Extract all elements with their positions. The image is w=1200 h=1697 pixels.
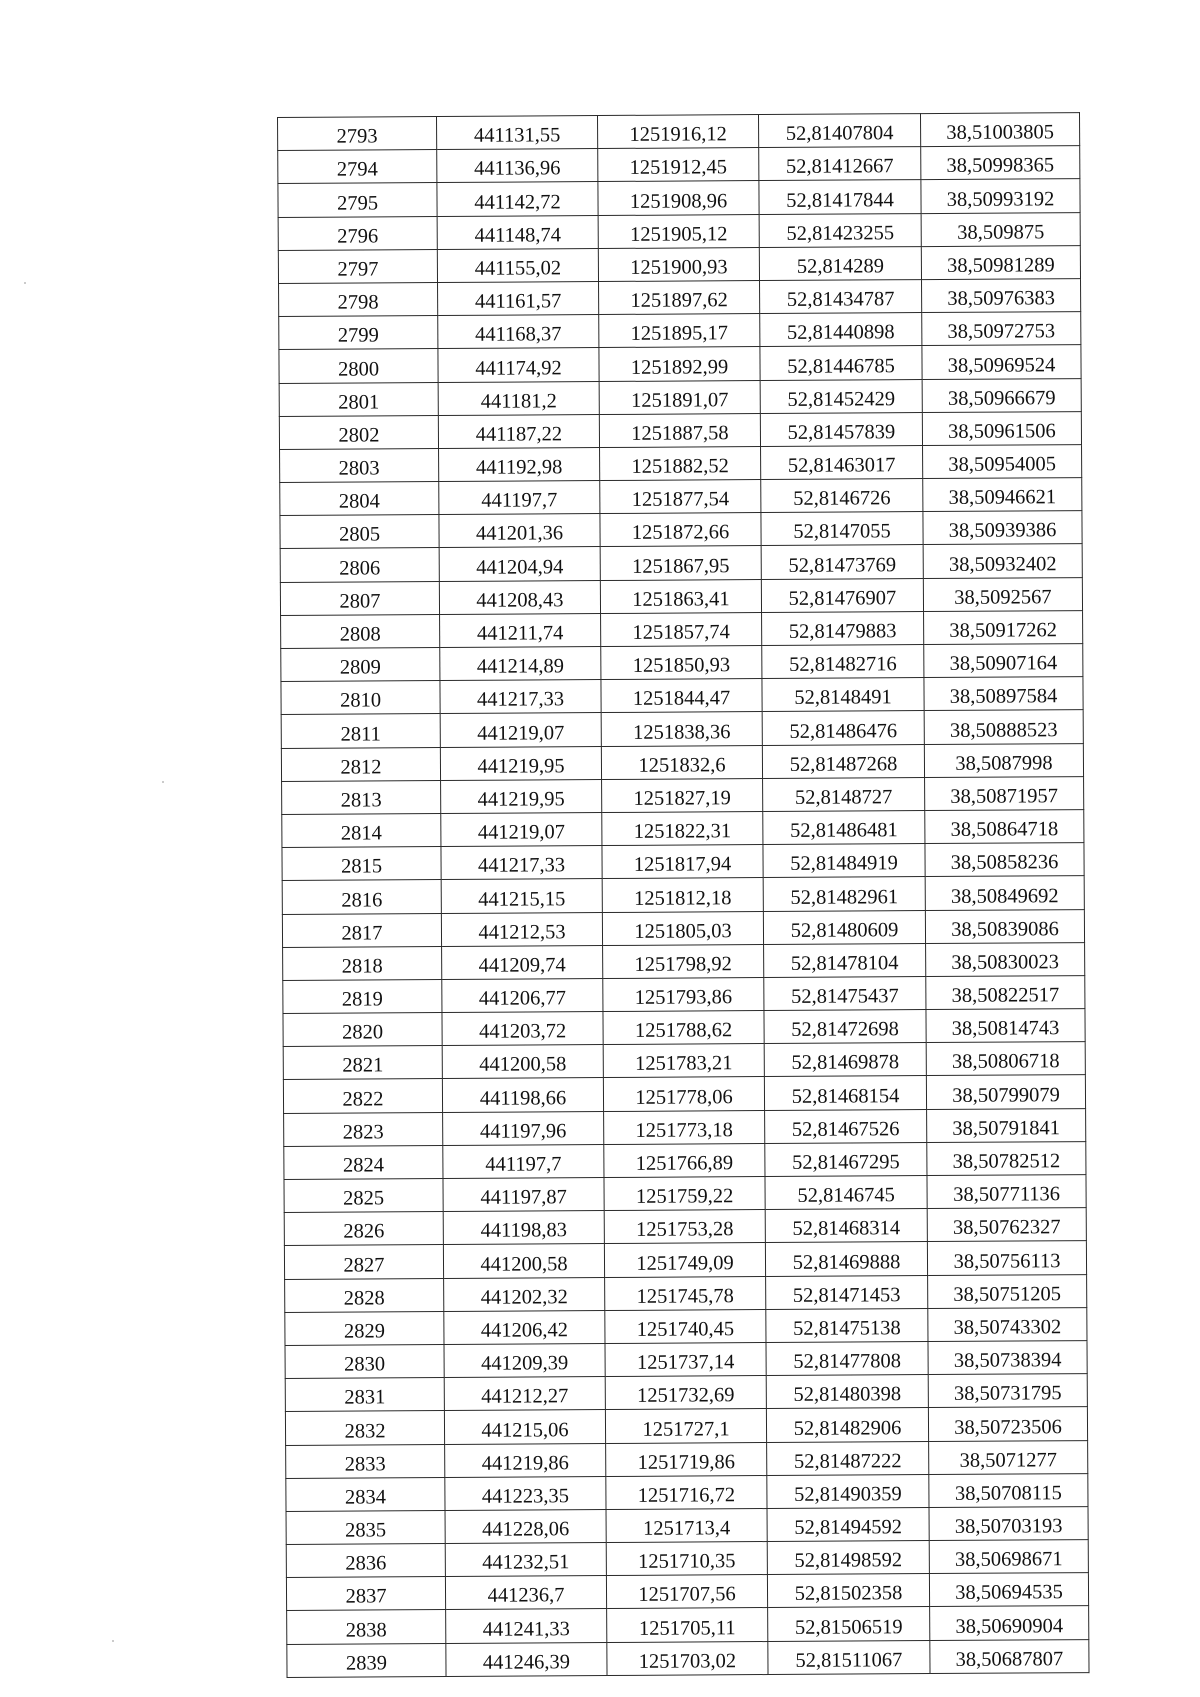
table-row	[283, 942, 1085, 980]
point-number-cell: 2814	[282, 813, 441, 847]
point-number-cell: 2830	[285, 1344, 444, 1378]
x-coordinate-cell: 441197,7	[439, 481, 600, 515]
point-number-cell: 2835	[286, 1510, 445, 1544]
table-row	[285, 1274, 1087, 1312]
longitude-cell: 38,50751205	[928, 1274, 1087, 1308]
x-coordinate-cell: 441241,33	[446, 1609, 607, 1643]
x-coordinate-cell: 441187,22	[438, 414, 599, 448]
y-coordinate-cell: 1251887,58	[599, 413, 760, 447]
table-row	[278, 113, 1080, 151]
y-coordinate-cell: 1251822,31	[602, 811, 763, 845]
latitude-cell: 52,81486481	[763, 810, 925, 844]
x-coordinate-cell: 441209,74	[442, 945, 603, 979]
x-coordinate-cell: 441217,33	[441, 846, 602, 880]
y-coordinate-cell: 1251713,4	[606, 1508, 767, 1542]
table-row	[282, 843, 1084, 881]
table-row	[281, 610, 1083, 648]
latitude-cell: 52,81484919	[763, 844, 925, 878]
x-coordinate-cell: 441204,94	[439, 547, 600, 581]
longitude-cell: 38,50888523	[924, 710, 1083, 744]
longitude-cell: 38,50998365	[921, 146, 1080, 180]
latitude-cell: 52,81494592	[767, 1507, 929, 1541]
point-number-cell: 2805	[280, 515, 439, 549]
y-coordinate-cell: 1251716,72	[606, 1475, 767, 1509]
point-number-cell: 2801	[279, 382, 438, 416]
latitude-cell: 52,81468314	[765, 1209, 927, 1243]
y-coordinate-cell: 1251703,02	[607, 1641, 768, 1675]
longitude-cell: 38,50907164	[924, 644, 1083, 678]
latitude-cell: 52,81477808	[766, 1341, 928, 1375]
latitude-cell: 52,81440898	[760, 313, 922, 347]
x-coordinate-cell: 441201,36	[439, 514, 600, 548]
y-coordinate-cell: 1251812,18	[602, 878, 763, 912]
latitude-cell: 52,81469878	[764, 1043, 926, 1077]
point-number-cell: 2838	[287, 1610, 446, 1644]
x-coordinate-cell: 441174,92	[438, 348, 599, 382]
x-coordinate-cell: 441217,33	[440, 680, 601, 714]
latitude-cell: 52,81417844	[759, 180, 921, 214]
y-coordinate-cell: 1251778,06	[603, 1077, 764, 1111]
latitude-cell: 52,81506519	[768, 1607, 930, 1641]
longitude-cell: 38,51003805	[920, 113, 1079, 147]
latitude-cell: 52,81473769	[761, 545, 923, 579]
point-number-cell: 2806	[280, 548, 439, 582]
y-coordinate-cell: 1251905,12	[598, 214, 759, 248]
latitude-cell: 52,81482961	[763, 877, 925, 911]
latitude-cell: 52,81407804	[758, 114, 920, 148]
table-row	[281, 743, 1083, 781]
table-row	[279, 312, 1081, 350]
latitude-cell: 52,81463017	[761, 445, 923, 479]
table-row	[284, 1175, 1086, 1213]
latitude-cell: 52,81490359	[767, 1474, 929, 1508]
table-row	[286, 1473, 1088, 1511]
longitude-cell: 38,50897584	[924, 677, 1083, 711]
longitude-cell: 38,50981289	[921, 245, 1080, 279]
point-number-cell: 2809	[281, 648, 440, 682]
latitude-cell: 52,81412667	[759, 147, 921, 181]
table-row	[283, 1009, 1085, 1047]
longitude-cell: 38,5087998	[924, 743, 1083, 777]
x-coordinate-cell: 441223,35	[445, 1476, 606, 1510]
point-number-cell: 2826	[284, 1212, 443, 1246]
point-number-cell: 2833	[286, 1444, 445, 1478]
latitude-cell: 52,81478104	[764, 943, 926, 977]
x-coordinate-cell: 441200,58	[443, 1244, 604, 1278]
y-coordinate-cell: 1251892,99	[599, 347, 760, 381]
longitude-cell: 38,50731795	[928, 1374, 1087, 1408]
longitude-cell: 38,50969524	[922, 345, 1081, 379]
longitude-cell: 38,50738394	[928, 1341, 1087, 1375]
coordinates-table-body	[278, 113, 1090, 1678]
point-number-cell: 2836	[286, 1544, 445, 1578]
y-coordinate-cell: 1251838,36	[601, 712, 762, 746]
y-coordinate-cell: 1251783,21	[603, 1044, 764, 1078]
y-coordinate-cell: 1251727,1	[605, 1409, 766, 1443]
table-row	[286, 1440, 1088, 1478]
x-coordinate-cell: 441246,39	[446, 1642, 607, 1676]
latitude-cell: 52,8148727	[763, 777, 925, 811]
latitude-cell: 52,814289	[759, 246, 921, 280]
point-number-cell: 2829	[285, 1311, 444, 1345]
y-coordinate-cell: 1251877,54	[600, 480, 761, 514]
point-number-cell: 2804	[280, 482, 439, 516]
table-row	[281, 710, 1083, 748]
latitude-cell: 52,81502358	[767, 1574, 929, 1608]
longitude-cell: 38,50871957	[925, 776, 1084, 810]
latitude-cell: 52,8147055	[761, 512, 923, 546]
y-coordinate-cell: 1251817,94	[602, 845, 763, 879]
y-coordinate-cell: 1251749,09	[604, 1243, 765, 1277]
x-coordinate-cell: 441148,74	[437, 215, 598, 249]
latitude-cell: 52,81487222	[767, 1441, 929, 1475]
y-coordinate-cell: 1251897,62	[599, 280, 760, 314]
longitude-cell: 38,50708115	[929, 1473, 1088, 1507]
longitude-cell: 38,50690904	[930, 1606, 1089, 1640]
y-coordinate-cell: 1251707,56	[606, 1575, 767, 1609]
y-coordinate-cell: 1251900,93	[598, 247, 759, 281]
longitude-cell: 38,50966679	[922, 378, 1081, 412]
x-coordinate-cell: 441161,57	[438, 281, 599, 315]
x-coordinate-cell: 441219,07	[440, 713, 601, 747]
latitude-cell: 52,81479883	[762, 611, 924, 645]
point-number-cell: 2834	[286, 1477, 445, 1511]
longitude-cell: 38,50864718	[925, 810, 1084, 844]
table-row	[278, 179, 1080, 217]
latitude-cell: 52,81480609	[763, 910, 925, 944]
table-row	[278, 245, 1080, 283]
x-coordinate-cell: 441192,98	[439, 447, 600, 481]
x-coordinate-cell: 441214,89	[440, 647, 601, 681]
x-coordinate-cell: 441181,2	[438, 381, 599, 415]
longitude-cell: 38,50932402	[923, 544, 1082, 578]
longitude-cell: 38,50694535	[929, 1573, 1088, 1607]
x-coordinate-cell: 441155,02	[437, 248, 598, 282]
latitude-cell: 52,81482906	[766, 1408, 928, 1442]
table-row	[282, 876, 1084, 914]
point-number-cell: 2819	[283, 979, 442, 1013]
latitude-cell: 52,81467526	[765, 1109, 927, 1143]
point-number-cell: 2799	[279, 316, 438, 350]
latitude-cell: 52,81467295	[765, 1142, 927, 1176]
scan-speck	[112, 1640, 114, 1642]
point-number-cell: 2803	[280, 448, 439, 482]
point-number-cell: 2810	[281, 681, 440, 715]
table-row	[280, 478, 1082, 516]
scan-speck	[24, 282, 26, 284]
x-coordinate-cell: 441203,72	[442, 1012, 603, 1046]
table-row	[280, 444, 1082, 482]
y-coordinate-cell: 1251732,69	[605, 1376, 766, 1410]
table-row	[279, 279, 1081, 317]
point-number-cell: 2817	[282, 913, 441, 947]
table-row	[279, 345, 1081, 383]
longitude-cell: 38,50976383	[922, 279, 1081, 313]
latitude-cell: 52,81469888	[765, 1242, 927, 1276]
coordinates-table-wrapper	[277, 112, 1090, 1678]
y-coordinate-cell: 1251867,95	[600, 546, 761, 580]
point-number-cell: 2811	[281, 714, 440, 748]
latitude-cell: 52,81471453	[766, 1275, 928, 1309]
point-number-cell: 2798	[279, 282, 438, 316]
y-coordinate-cell: 1251705,11	[607, 1608, 768, 1642]
latitude-cell: 52,81476907	[761, 578, 923, 612]
x-coordinate-cell: 441232,51	[445, 1543, 606, 1577]
y-coordinate-cell: 1251850,93	[601, 646, 762, 680]
longitude-cell: 38,50806718	[926, 1042, 1085, 1076]
latitude-cell: 52,81486476	[762, 711, 924, 745]
latitude-cell: 52,81434787	[760, 280, 922, 314]
point-number-cell: 2831	[285, 1378, 444, 1412]
table-row	[287, 1606, 1089, 1644]
coordinates-table	[277, 112, 1090, 1678]
y-coordinate-cell: 1251895,17	[599, 314, 760, 348]
point-number-cell: 2797	[278, 249, 437, 283]
point-number-cell: 2808	[281, 614, 440, 648]
longitude-cell: 38,50939386	[923, 511, 1082, 545]
table-row	[284, 1241, 1086, 1279]
x-coordinate-cell: 441228,06	[445, 1509, 606, 1543]
y-coordinate-cell: 1251740,45	[605, 1309, 766, 1343]
point-number-cell: 2832	[285, 1411, 444, 1445]
table-row	[286, 1540, 1088, 1578]
x-coordinate-cell: 441219,95	[440, 746, 601, 780]
longitude-cell: 38,50698671	[929, 1540, 1088, 1574]
table-row	[281, 677, 1083, 715]
longitude-cell: 38,50703193	[929, 1506, 1088, 1540]
x-coordinate-cell: 441219,86	[445, 1443, 606, 1477]
table-row	[285, 1374, 1087, 1412]
longitude-cell: 38,50961506	[922, 411, 1081, 445]
x-coordinate-cell: 441219,95	[441, 779, 602, 813]
longitude-cell: 38,50830023	[926, 942, 1085, 976]
longitude-cell: 38,50946621	[923, 478, 1082, 512]
longitude-cell: 38,50723506	[928, 1407, 1087, 1441]
latitude-cell: 52,8146726	[761, 479, 923, 513]
table-row	[284, 1208, 1086, 1246]
table-row	[280, 511, 1082, 549]
table-row	[285, 1407, 1087, 1445]
latitude-cell: 52,81472698	[764, 1010, 926, 1044]
point-number-cell: 2807	[280, 581, 439, 615]
x-coordinate-cell: 441197,96	[443, 1111, 604, 1145]
point-number-cell: 2828	[285, 1278, 444, 1312]
longitude-cell: 38,50849692	[925, 876, 1084, 910]
point-number-cell: 2793	[278, 117, 437, 151]
point-number-cell: 2818	[283, 946, 442, 980]
longitude-cell: 38,5071277	[929, 1440, 1088, 1474]
latitude-cell: 52,81480398	[766, 1375, 928, 1409]
x-coordinate-cell: 441215,06	[444, 1410, 605, 1444]
y-coordinate-cell: 1251857,74	[601, 612, 762, 646]
longitude-cell: 38,50756113	[927, 1241, 1086, 1275]
x-coordinate-cell: 441198,83	[443, 1211, 604, 1245]
point-number-cell: 2820	[283, 1013, 442, 1047]
point-number-cell: 2825	[284, 1179, 443, 1213]
point-number-cell: 2813	[282, 780, 441, 814]
latitude-cell: 52,81446785	[760, 346, 922, 380]
table-row	[286, 1573, 1088, 1611]
point-number-cell: 2796	[278, 216, 437, 250]
point-number-cell: 2837	[286, 1577, 445, 1611]
latitude-cell: 52,81468154	[764, 1076, 926, 1110]
latitude-cell: 52,8146745	[765, 1176, 927, 1210]
y-coordinate-cell: 1251891,07	[599, 380, 760, 414]
longitude-cell: 38,50954005	[923, 444, 1082, 478]
latitude-cell: 52,81511067	[768, 1640, 930, 1674]
x-coordinate-cell: 441215,15	[441, 879, 602, 913]
longitude-cell: 38,50791841	[927, 1108, 1086, 1142]
longitude-cell: 38,50771136	[927, 1175, 1086, 1209]
latitude-cell: 52,81423255	[759, 213, 921, 247]
longitude-cell: 38,50822517	[926, 975, 1085, 1009]
longitude-cell: 38,50743302	[928, 1307, 1087, 1341]
y-coordinate-cell: 1251710,35	[606, 1542, 767, 1576]
latitude-cell: 52,81457839	[760, 412, 922, 446]
x-coordinate-cell: 441197,87	[443, 1178, 604, 1212]
y-coordinate-cell: 1251773,18	[604, 1110, 765, 1144]
table-row	[284, 1108, 1086, 1146]
latitude-cell: 52,81475138	[766, 1308, 928, 1342]
longitude-cell: 38,50839086	[925, 909, 1084, 943]
point-number-cell: 2802	[279, 415, 438, 449]
longitude-cell: 38,50814743	[926, 1009, 1085, 1043]
table-row	[285, 1307, 1087, 1345]
latitude-cell: 52,8148491	[762, 678, 924, 712]
table-row	[282, 776, 1084, 814]
x-coordinate-cell: 441206,42	[444, 1310, 605, 1344]
y-coordinate-cell: 1251745,78	[605, 1276, 766, 1310]
y-coordinate-cell: 1251844,47	[601, 679, 762, 713]
table-row	[279, 411, 1081, 449]
x-coordinate-cell: 441208,43	[439, 580, 600, 614]
table-row	[281, 644, 1083, 682]
point-number-cell: 2824	[284, 1145, 443, 1179]
point-number-cell: 2816	[282, 880, 441, 914]
point-number-cell: 2827	[284, 1245, 443, 1279]
longitude-cell: 38,509875	[921, 212, 1080, 246]
longitude-cell: 38,50799079	[926, 1075, 1085, 1109]
y-coordinate-cell: 1251788,62	[603, 1011, 764, 1045]
point-number-cell: 2839	[287, 1643, 446, 1677]
y-coordinate-cell: 1251882,52	[600, 446, 761, 480]
x-coordinate-cell: 441202,32	[444, 1277, 605, 1311]
point-number-cell: 2821	[283, 1046, 442, 1080]
scan-speck	[162, 781, 164, 783]
y-coordinate-cell: 1251753,28	[604, 1210, 765, 1244]
y-coordinate-cell: 1251916,12	[597, 115, 758, 149]
y-coordinate-cell: 1251759,22	[604, 1177, 765, 1211]
x-coordinate-cell: 441168,37	[438, 315, 599, 349]
x-coordinate-cell: 441219,07	[441, 812, 602, 846]
x-coordinate-cell: 441200,58	[442, 1045, 603, 1079]
x-coordinate-cell: 441198,66	[442, 1078, 603, 1112]
table-row	[283, 1042, 1085, 1080]
y-coordinate-cell: 1251798,92	[603, 944, 764, 978]
y-coordinate-cell: 1251832,6	[601, 745, 762, 779]
table-row	[283, 975, 1085, 1013]
table-row	[278, 212, 1080, 250]
y-coordinate-cell: 1251719,86	[606, 1442, 767, 1476]
x-coordinate-cell: 441142,72	[437, 182, 598, 216]
table-row	[280, 577, 1082, 615]
point-number-cell: 2800	[279, 349, 438, 383]
x-coordinate-cell: 441136,96	[437, 149, 598, 183]
point-number-cell: 2812	[281, 747, 440, 781]
y-coordinate-cell: 1251908,96	[598, 181, 759, 215]
table-row	[284, 1141, 1086, 1179]
longitude-cell: 38,50762327	[927, 1208, 1086, 1242]
point-number-cell: 2823	[284, 1112, 443, 1146]
latitude-cell: 52,81498592	[767, 1541, 929, 1575]
table-row	[279, 378, 1081, 416]
table-row	[282, 909, 1084, 947]
table-row	[280, 544, 1082, 582]
y-coordinate-cell: 1251827,19	[602, 778, 763, 812]
x-coordinate-cell: 441197,7	[443, 1144, 604, 1178]
longitude-cell: 38,50687807	[930, 1639, 1089, 1673]
longitude-cell: 38,50917262	[924, 610, 1083, 644]
table-row	[287, 1639, 1089, 1677]
longitude-cell: 38,50993192	[921, 179, 1080, 213]
y-coordinate-cell: 1251805,03	[602, 911, 763, 945]
x-coordinate-cell: 441209,39	[444, 1343, 605, 1377]
x-coordinate-cell: 441211,74	[440, 613, 601, 647]
table-row	[278, 146, 1080, 184]
table-row	[282, 810, 1084, 848]
longitude-cell: 38,50858236	[925, 843, 1084, 877]
longitude-cell: 38,50782512	[927, 1141, 1086, 1175]
x-coordinate-cell: 441206,77	[442, 978, 603, 1012]
y-coordinate-cell: 1251737,14	[605, 1342, 766, 1376]
y-coordinate-cell: 1251766,89	[604, 1143, 765, 1177]
latitude-cell: 52,81482716	[762, 645, 924, 679]
table-row	[286, 1506, 1088, 1544]
point-number-cell: 2794	[278, 150, 437, 184]
table-row	[285, 1341, 1087, 1379]
longitude-cell: 38,50972753	[922, 312, 1081, 346]
point-number-cell: 2795	[278, 183, 437, 217]
table-row	[283, 1075, 1085, 1113]
longitude-cell: 38,5092567	[923, 577, 1082, 611]
y-coordinate-cell: 1251872,66	[600, 513, 761, 547]
point-number-cell: 2822	[283, 1079, 442, 1113]
x-coordinate-cell: 441236,7	[445, 1576, 606, 1610]
latitude-cell: 52,81452429	[760, 379, 922, 413]
x-coordinate-cell: 441212,27	[444, 1377, 605, 1411]
point-number-cell: 2815	[282, 847, 441, 881]
latitude-cell: 52,81475437	[764, 976, 926, 1010]
x-coordinate-cell: 441212,53	[441, 912, 602, 946]
latitude-cell: 52,81487268	[762, 744, 924, 778]
x-coordinate-cell: 441131,55	[437, 116, 598, 150]
y-coordinate-cell: 1251793,86	[603, 977, 764, 1011]
y-coordinate-cell: 1251863,41	[600, 579, 761, 613]
y-coordinate-cell: 1251912,45	[598, 148, 759, 182]
